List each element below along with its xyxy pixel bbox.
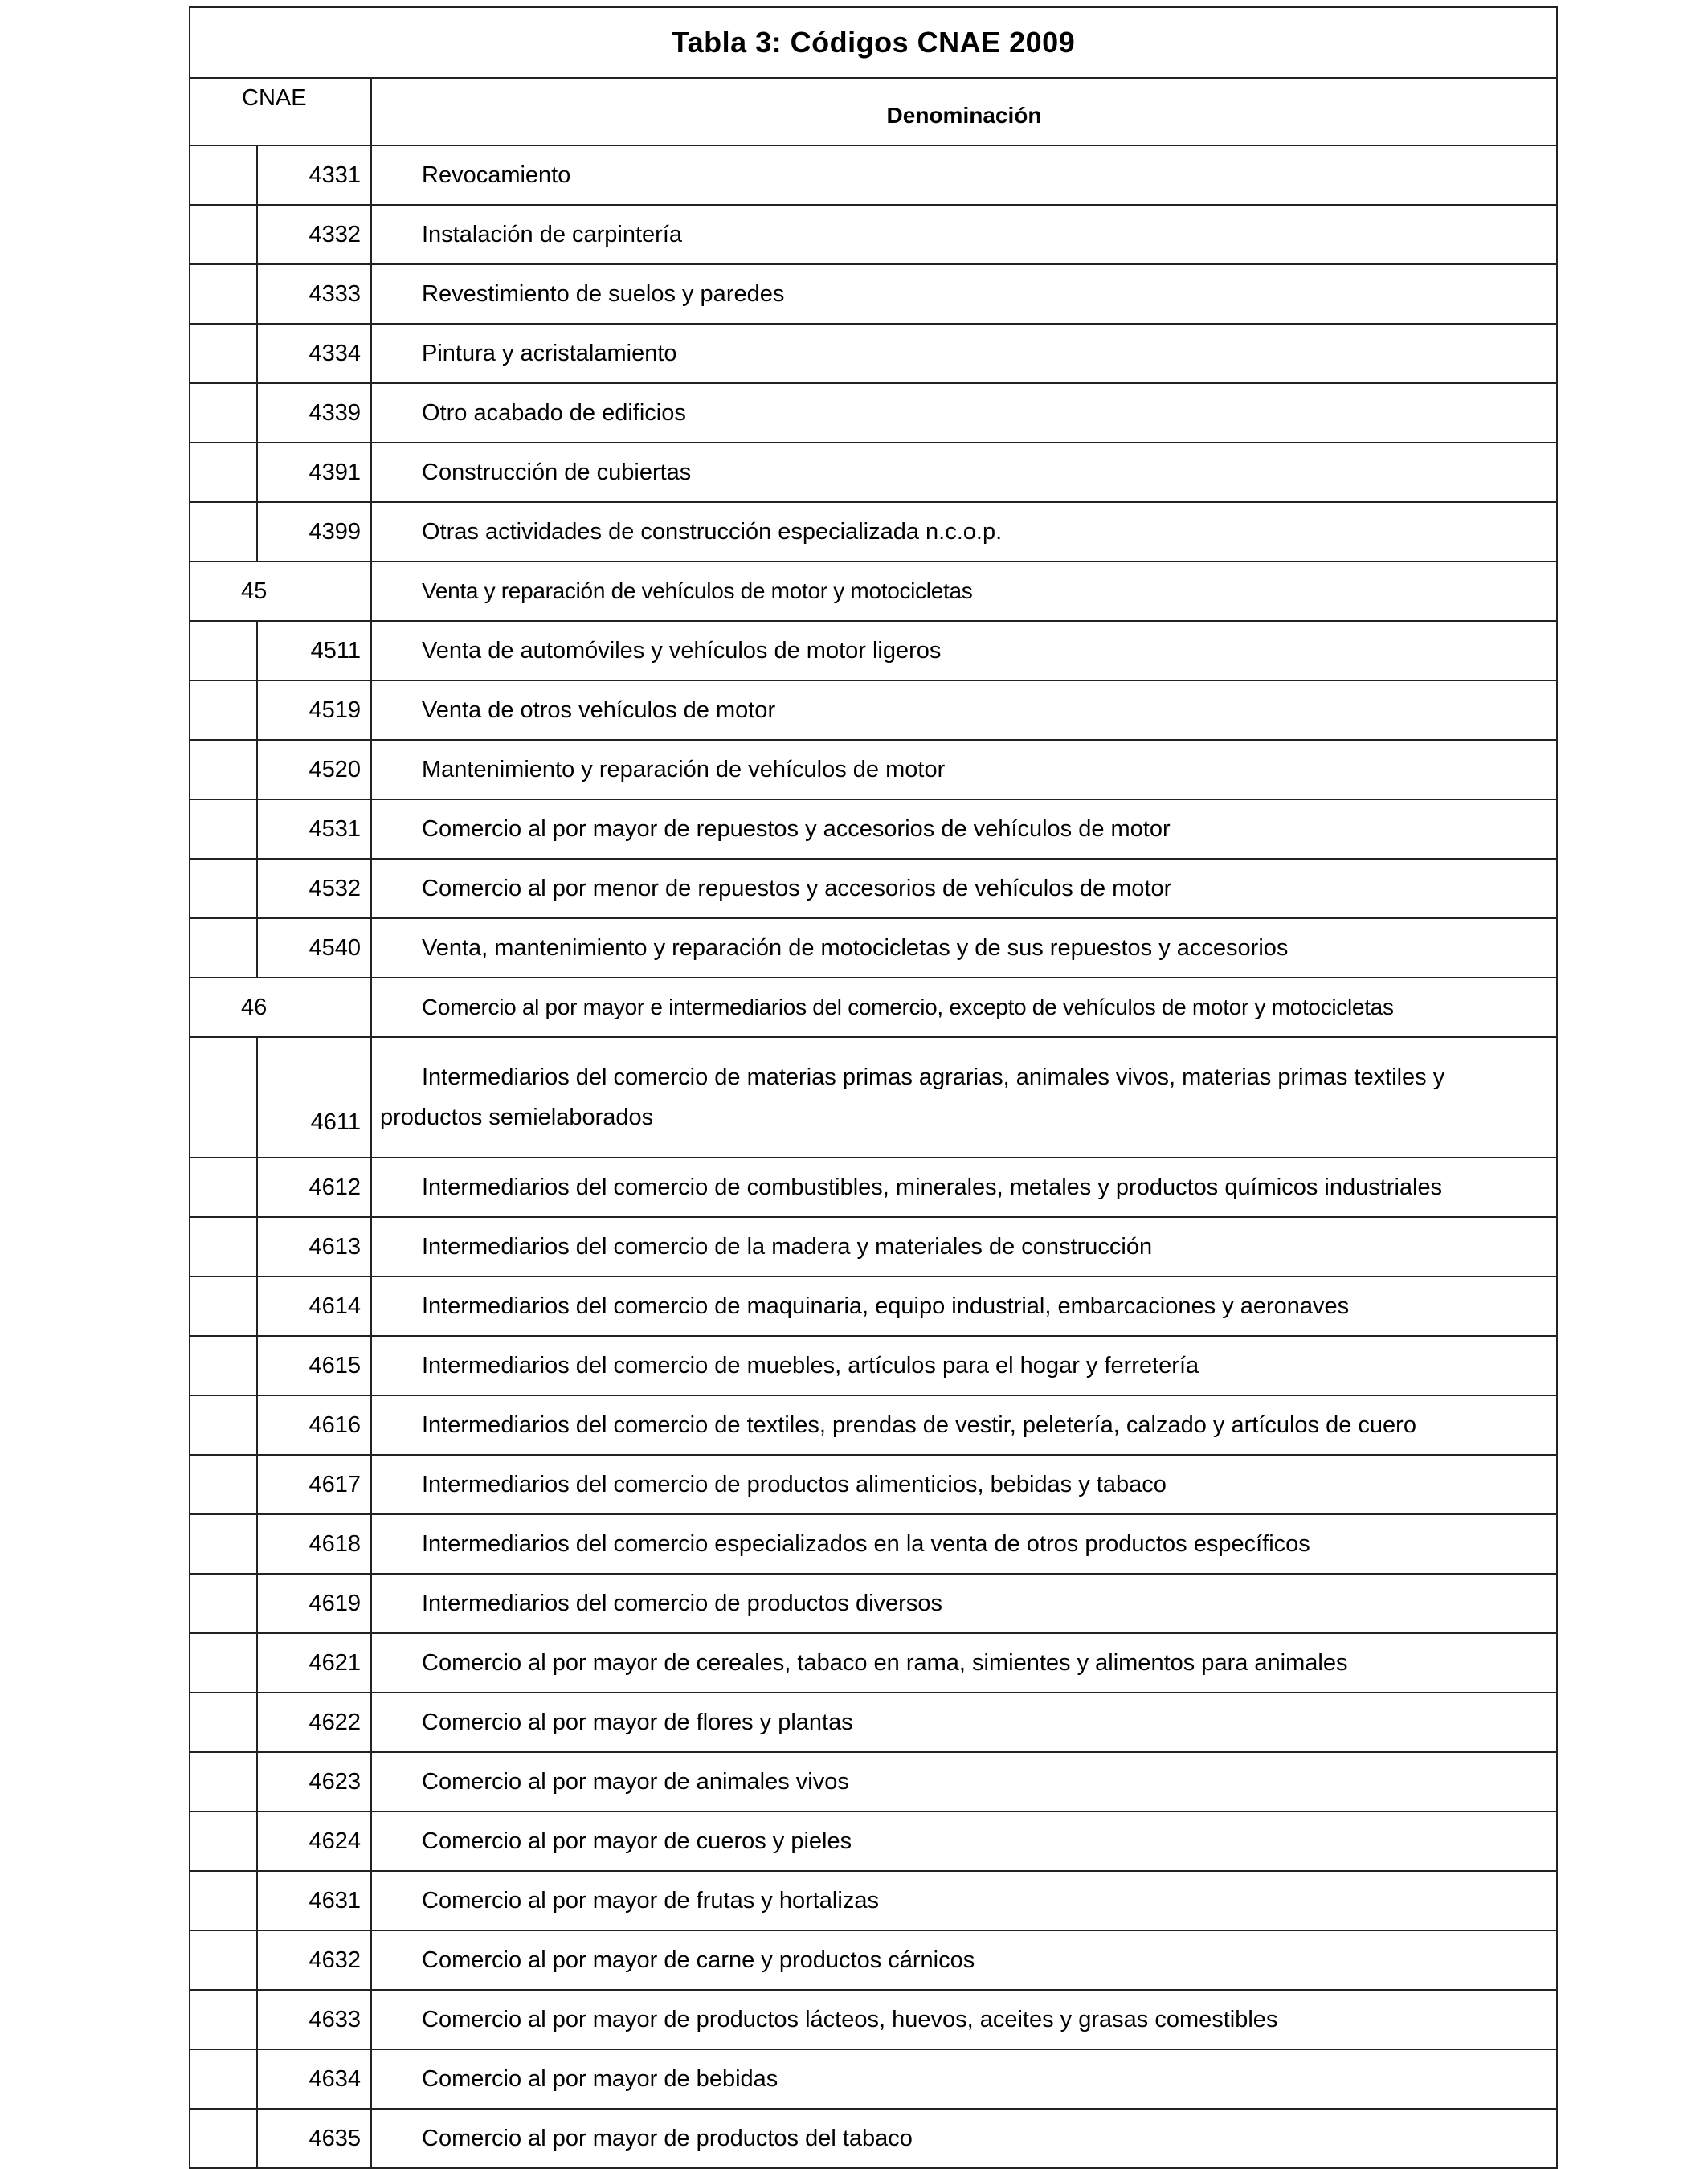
table-row — [190, 1990, 1557, 2049]
group-code-cell: 45 — [190, 562, 371, 621]
code-cell: 4617 — [257, 1455, 371, 1514]
description-cell — [371, 1037, 1557, 1158]
table-row — [190, 1037, 1557, 1158]
indent-cell — [190, 1455, 257, 1514]
group-code-cell: 46 — [190, 978, 371, 1037]
code-cell: 4612 — [257, 1158, 371, 1217]
description-cell: Venta de automóviles y vehículos de motor ligeros — [371, 621, 1557, 680]
code-cell: 4616 — [257, 1395, 371, 1455]
table-row — [190, 383, 1557, 443]
table-row — [190, 264, 1557, 324]
table-row — [190, 145, 1557, 205]
table-row — [190, 1336, 1557, 1395]
code-cell: 4619 — [257, 1574, 371, 1633]
description-cell: Comercio al por mayor de productos del tabaco — [371, 2109, 1557, 2168]
description-cell: Comercio al por mayor de cueros y pieles — [371, 1812, 1557, 1871]
description-cell: Comercio al por menor de repuestos y accesorios de vehículos de motor — [371, 859, 1557, 918]
column-header-cnae: CNAE — [190, 78, 371, 145]
description-cell: Comercio al por mayor de flores y plantas — [371, 1693, 1557, 1752]
indent-cell — [190, 1395, 257, 1455]
indent-cell — [190, 1812, 257, 1871]
code-cell: 4614 — [257, 1276, 371, 1336]
table-group-row — [190, 562, 1557, 621]
code-cell: 4613 — [257, 1217, 371, 1276]
code-cell: 4532 — [257, 859, 371, 918]
indent-cell — [190, 145, 257, 205]
description-cell: Comercio al por mayor de bebidas — [371, 2049, 1557, 2109]
table-row — [190, 1276, 1557, 1336]
description-cell: Pintura y acristalamiento — [371, 324, 1557, 383]
description-line: productos semielaborados — [380, 1105, 654, 1130]
description-cell: Comercio al por mayor de frutas y hortalizas — [371, 1871, 1557, 1930]
indent-cell — [190, 1158, 257, 1217]
table-row — [190, 1217, 1557, 1276]
description-cell: Construcción de cubiertas — [371, 443, 1557, 502]
table-row — [190, 502, 1557, 562]
description-cell: Intermediarios del comercio de productos alimenticios, bebidas y tabaco — [371, 1455, 1557, 1514]
table-row — [190, 2049, 1557, 2109]
description-cell: Revocamiento — [371, 145, 1557, 205]
code-cell: 4635 — [257, 2109, 371, 2168]
indent-cell — [190, 1990, 257, 2049]
code-cell: 4399 — [257, 502, 371, 562]
table-row — [190, 1871, 1557, 1930]
code-cell: 4531 — [257, 799, 371, 859]
description-cell: Comercio al por mayor de cereales, tabaco en rama, simientes y alimentos para animales — [371, 1633, 1557, 1693]
code-cell: 4618 — [257, 1514, 371, 1574]
description-cell: Intermediarios del comercio de la madera y materiales de construcción — [371, 1217, 1557, 1276]
description-cell: Intermediarios del comercio de textiles, prendas de vestir, peletería, calzado y artículos de cuero — [371, 1395, 1557, 1455]
table-title: Tabla 3: Códigos CNAE 2009 — [190, 7, 1557, 78]
indent-cell — [190, 621, 257, 680]
description-cell: Mantenimiento y reparación de vehículos de motor — [371, 740, 1557, 799]
indent-cell — [190, 264, 257, 324]
table-row — [190, 740, 1557, 799]
table-row — [190, 1633, 1557, 1693]
table-row — [190, 621, 1557, 680]
table-row — [190, 1812, 1557, 1871]
indent-cell — [190, 502, 257, 562]
indent-cell — [190, 1930, 257, 1990]
table-row — [190, 1693, 1557, 1752]
code-cell: 4333 — [257, 264, 371, 324]
description-cell: Otro acabado de edificios — [371, 383, 1557, 443]
group-description-cell: Venta y reparación de vehículos de motor y motocicletas — [371, 562, 1557, 621]
indent-cell — [190, 2109, 257, 2168]
table-row — [190, 1455, 1557, 1514]
description-cell: Otras actividades de construcción especializada n.c.o.p. — [371, 502, 1557, 562]
indent-cell — [190, 383, 257, 443]
description-line: Intermediarios del comercio de materias primas agrarias, animales vivos, materias primas textiles y — [422, 1064, 1445, 1090]
indent-cell — [190, 740, 257, 799]
table-row — [190, 799, 1557, 859]
code-cell: 4634 — [257, 2049, 371, 2109]
table-row — [190, 1514, 1557, 1574]
indent-cell — [190, 1336, 257, 1395]
description-cell: Intermediarios del comercio de muebles, artículos para el hogar y ferretería — [371, 1336, 1557, 1395]
table-row — [190, 324, 1557, 383]
indent-cell — [190, 1871, 257, 1930]
code-cell: 4391 — [257, 443, 371, 502]
indent-cell — [190, 1217, 257, 1276]
description-cell: Venta, mantenimiento y reparación de motocicletas y de sus repuestos y accesorios — [371, 918, 1557, 978]
table-row — [190, 1752, 1557, 1812]
code-cell: 4339 — [257, 383, 371, 443]
indent-cell — [190, 205, 257, 264]
indent-cell — [190, 443, 257, 502]
cnae-codes-table — [189, 6, 1558, 2169]
table-row — [190, 680, 1557, 740]
table-row — [190, 918, 1557, 978]
indent-cell — [190, 1693, 257, 1752]
code-cell: 4633 — [257, 1990, 371, 2049]
table-row — [190, 1930, 1557, 1990]
code-cell: 4520 — [257, 740, 371, 799]
table-row — [190, 2109, 1557, 2168]
description-cell: Comercio al por mayor de productos lácteos, huevos, aceites y grasas comestibles — [371, 1990, 1557, 2049]
indent-cell — [190, 324, 257, 383]
indent-cell — [190, 1633, 257, 1693]
indent-cell — [190, 2049, 257, 2109]
code-cell: 4631 — [257, 1871, 371, 1930]
description-cell: Intermediarios del comercio de maquinaria, equipo industrial, embarcaciones y aeronaves — [371, 1276, 1557, 1336]
table-row — [190, 1395, 1557, 1455]
description-cell: Intermediarios del comercio especializados en la venta de otros productos específicos — [371, 1514, 1557, 1574]
description-cell: Instalación de carpintería — [371, 205, 1557, 264]
indent-cell — [190, 680, 257, 740]
table-row — [190, 205, 1557, 264]
indent-cell — [190, 1037, 257, 1158]
indent-cell — [190, 799, 257, 859]
group-description-cell: Comercio al por mayor e intermediarios del comercio, excepto de vehículos de motor y motocicletas — [371, 978, 1557, 1037]
table-row — [190, 443, 1557, 502]
table-row — [190, 859, 1557, 918]
column-header-denominacion: Denominación — [371, 78, 1557, 145]
description-cell: Intermediarios del comercio de combustibles, minerales, metales y productos químicos industriales — [371, 1158, 1557, 1217]
indent-cell — [190, 1752, 257, 1812]
table-group-row — [190, 978, 1557, 1037]
description-cell: Revestimiento de suelos y paredes — [371, 264, 1557, 324]
indent-cell — [190, 859, 257, 918]
code-cell: 4332 — [257, 205, 371, 264]
code-cell: 4624 — [257, 1812, 371, 1871]
table-row — [190, 1574, 1557, 1633]
description-cell: Comercio al por mayor de carne y productos cárnicos — [371, 1930, 1557, 1990]
description-cell: Intermediarios del comercio de productos diversos — [371, 1574, 1557, 1633]
code-cell: 4519 — [257, 680, 371, 740]
indent-cell — [190, 1574, 257, 1633]
description-cell: Venta de otros vehículos de motor — [371, 680, 1557, 740]
code-cell: 4632 — [257, 1930, 371, 1990]
indent-cell — [190, 918, 257, 978]
description-cell: Comercio al por mayor de animales vivos — [371, 1752, 1557, 1812]
code-cell: 4540 — [257, 918, 371, 978]
code-cell: 4621 — [257, 1633, 371, 1693]
code-cell: 4622 — [257, 1693, 371, 1752]
code-cell: 4615 — [257, 1336, 371, 1395]
code-cell: 4611 — [257, 1037, 371, 1158]
table-body — [190, 145, 1557, 2168]
code-cell: 4331 — [257, 145, 371, 205]
code-cell: 4623 — [257, 1752, 371, 1812]
indent-cell — [190, 1514, 257, 1574]
description-cell: Comercio al por mayor de repuestos y accesorios de vehículos de motor — [371, 799, 1557, 859]
indent-cell — [190, 1276, 257, 1336]
code-cell: 4334 — [257, 324, 371, 383]
table-row — [190, 1158, 1557, 1217]
code-cell: 4511 — [257, 621, 371, 680]
